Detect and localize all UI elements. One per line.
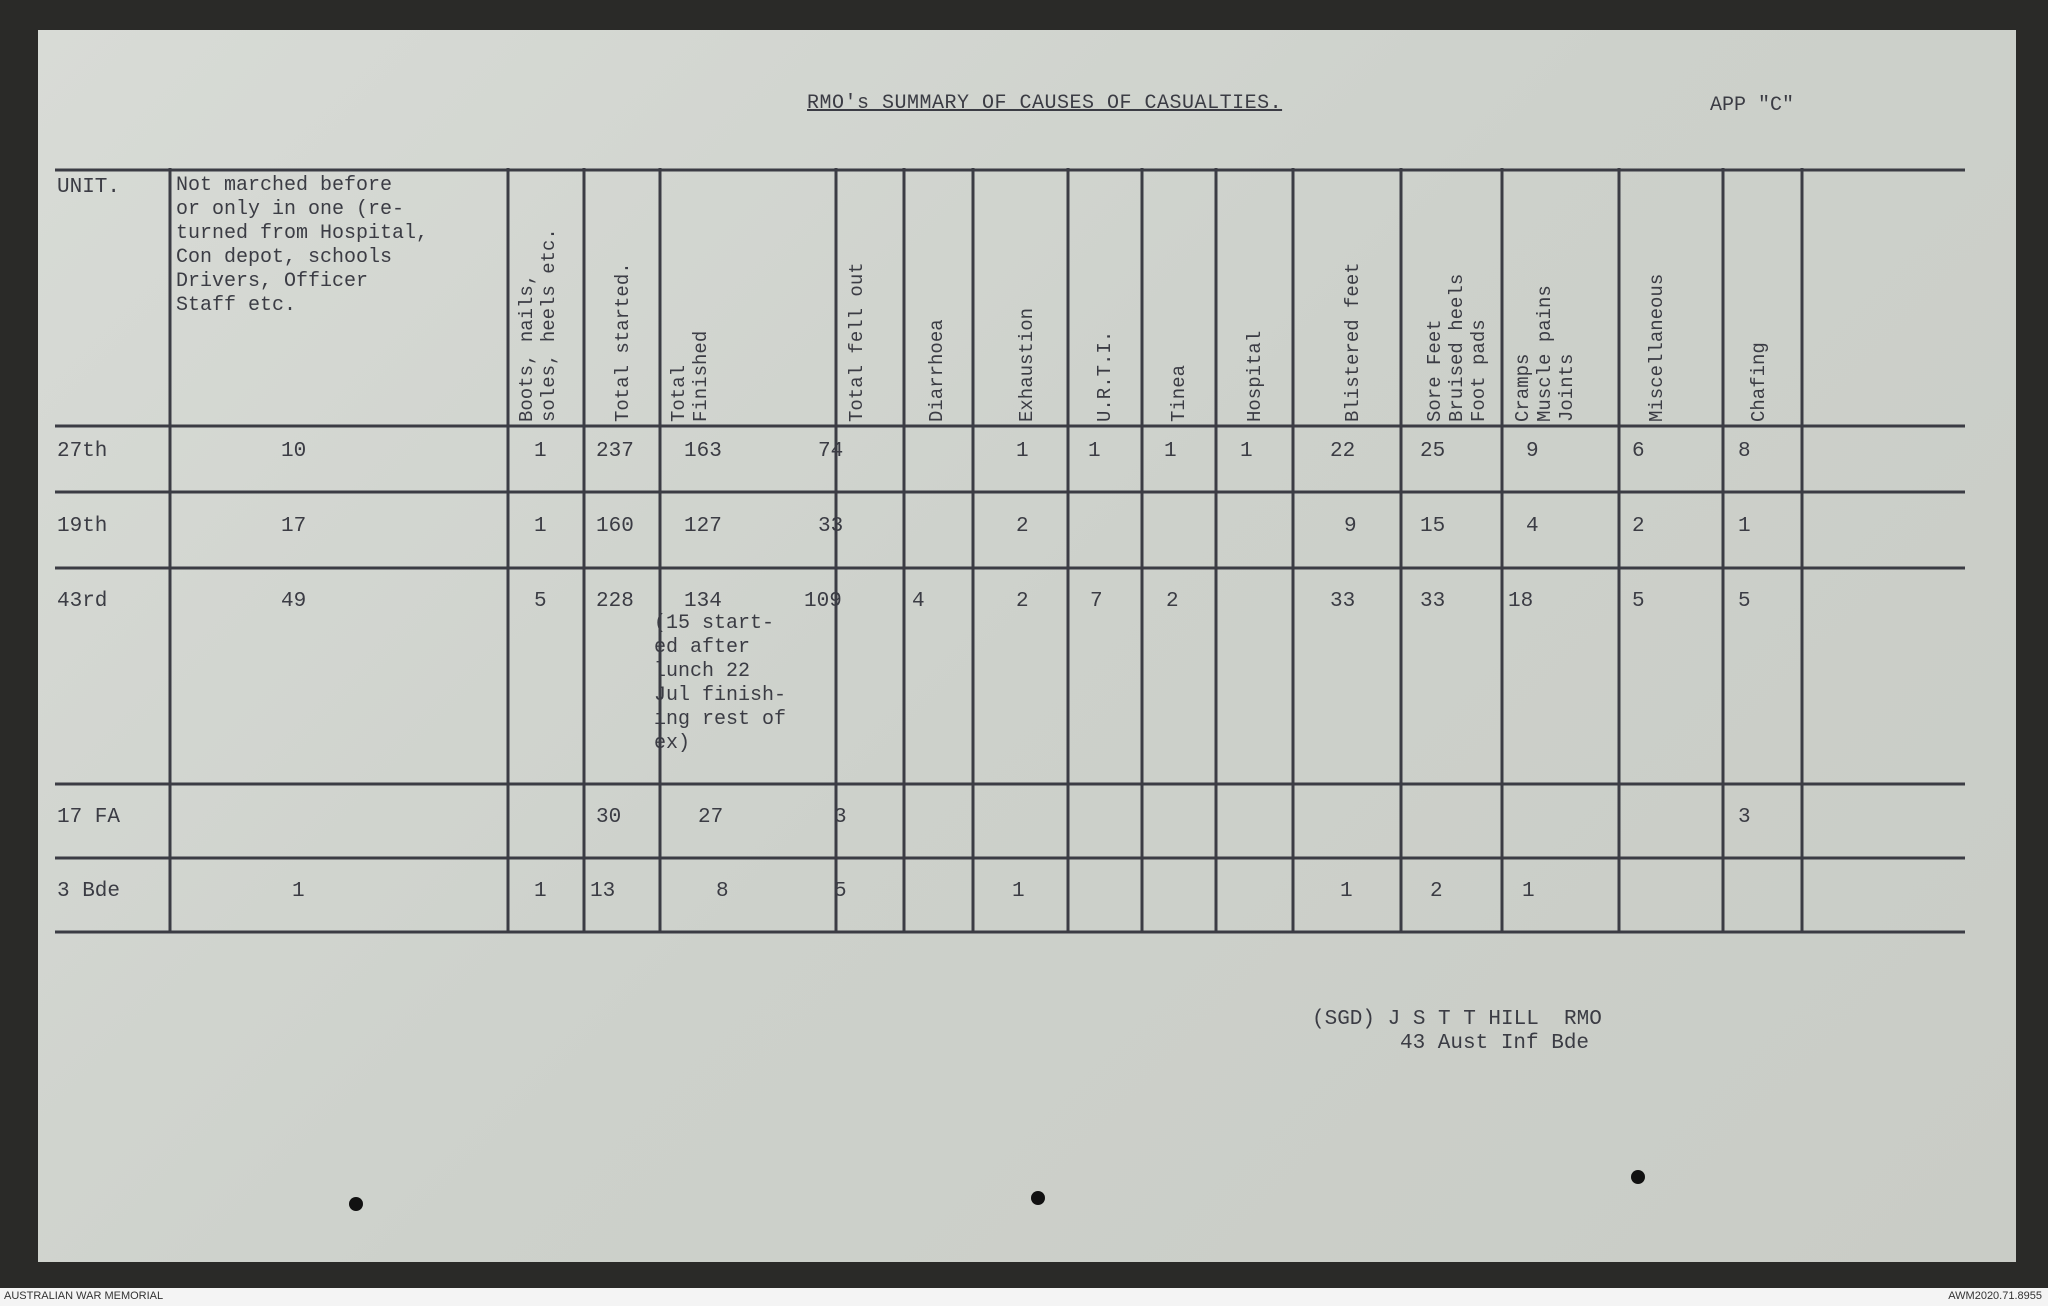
cell-exhaustion: 1 <box>1012 880 1025 903</box>
punch-hole <box>1031 1191 1045 1205</box>
cell-misc: 6 <box>1632 440 1645 463</box>
cell-exhaustion: 2 <box>1016 590 1029 613</box>
cell-sore-feet: 25 <box>1420 440 1446 463</box>
cell-started: 30 <box>596 806 622 829</box>
cell-cramps: 9 <box>1526 440 1539 463</box>
cell-blistered: 1 <box>1340 880 1353 903</box>
cell-chafing: 1 <box>1738 515 1751 538</box>
cell-cramps: 18 <box>1508 590 1534 613</box>
cell-exhaustion: 1 <box>1016 440 1029 463</box>
cell-fell-out: 74 <box>818 440 844 463</box>
cell-blistered: 22 <box>1330 440 1356 463</box>
cell-boots: 1 <box>534 515 547 538</box>
cell-chafing: 3 <box>1738 806 1751 829</box>
cell-unit: 43rd <box>57 590 108 613</box>
header-exhaustion: Exhaustion <box>1016 307 1038 422</box>
cell-not-marched: 10 <box>281 440 307 463</box>
cell-tinea: 1 <box>1164 440 1177 463</box>
cell-urti: 1 <box>1088 440 1101 463</box>
cell-finished-note: (15 start- ed after lunch 22 Jul finish- ing rest of ex) <box>654 612 787 755</box>
cell-blistered: 33 <box>1330 590 1356 613</box>
appendix-label: APP "C" <box>1710 94 1795 117</box>
cell-finished: 127 <box>684 515 722 538</box>
cell-sore-feet: 33 <box>1420 590 1446 613</box>
cell-fell-out: 3 <box>834 806 847 829</box>
cell-chafing: 5 <box>1738 590 1751 613</box>
cell-unit: 27th <box>57 440 108 463</box>
cell-finished: 163 <box>684 440 722 463</box>
cell-fell-out: 109 <box>804 590 842 613</box>
header-sore-feet: Sore Feet Bruised heels Foot pads <box>1424 273 1490 422</box>
caption-bar <box>0 1288 2048 1306</box>
cell-started: 160 <box>596 515 634 538</box>
cell-boots: 1 <box>534 880 547 903</box>
header-urti: U.R.T.I. <box>1094 330 1116 422</box>
cell-diarrhoea: 4 <box>912 590 925 613</box>
cell-cramps: 4 <box>1526 515 1539 538</box>
cell-finished: 134 <box>684 590 722 613</box>
cell-misc: 2 <box>1632 515 1645 538</box>
cell-boots: 1 <box>534 440 547 463</box>
header-hospital: Hospital <box>1244 330 1266 422</box>
header-cramps: Cramps Muscle pains Joints <box>1512 285 1578 422</box>
cell-exhaustion: 2 <box>1016 515 1029 538</box>
cell-finished: 8 <box>716 880 729 903</box>
caption-reference: AWM2020.71.8955 <box>1948 1290 2042 1302</box>
cell-sore-feet: 2 <box>1430 880 1443 903</box>
header-total-fell-out: Total fell out <box>846 262 868 422</box>
header-total-finished: Total Finished <box>668 330 712 422</box>
cell-boots: 5 <box>534 590 547 613</box>
header-not-marched: Not marched before or only in one (re- turned from Hospital, Con depot, schools Drivers, Officer Staff etc. <box>176 174 429 317</box>
cell-cramps: 1 <box>1522 880 1535 903</box>
cell-not-marched: 1 <box>292 880 305 903</box>
cell-chafing: 8 <box>1738 440 1751 463</box>
cell-unit: 19th <box>57 515 108 538</box>
header-diarrhoea: Diarrhoea <box>926 319 948 422</box>
cell-sore-feet: 15 <box>1420 515 1446 538</box>
cell-not-marched: 49 <box>281 590 307 613</box>
cell-fell-out: 33 <box>818 515 844 538</box>
header-chafing: Chafing <box>1748 342 1770 422</box>
cell-urti: 7 <box>1090 590 1103 613</box>
signature-line-2: 43 Aust Inf Bde <box>1400 1032 1590 1055</box>
cell-not-marched: 17 <box>281 515 307 538</box>
cell-tinea: 2 <box>1166 590 1179 613</box>
punch-hole <box>349 1197 363 1211</box>
header-unit: UNIT. <box>57 176 121 199</box>
cell-hospital: 1 <box>1240 440 1253 463</box>
header-boots: Boots, nails, soles, heels etc. <box>516 228 560 422</box>
punch-hole <box>1631 1170 1645 1184</box>
cell-started: 237 <box>596 440 634 463</box>
cell-unit: 17 FA <box>57 806 121 829</box>
cell-started: 228 <box>596 590 634 613</box>
cell-finished: 27 <box>698 806 724 829</box>
header-blistered-feet: Blistered feet <box>1342 262 1364 422</box>
cell-blistered: 9 <box>1344 515 1357 538</box>
header-miscellaneous: Miscellaneous <box>1646 273 1668 422</box>
cell-fell-out: 5 <box>834 880 847 903</box>
signature-line-1: (SGD) J S T T HILL RMO <box>1312 1008 1602 1031</box>
cell-unit: 3 Bde <box>57 880 121 903</box>
cell-misc: 5 <box>1632 590 1645 613</box>
header-tinea: Tinea <box>1168 364 1190 422</box>
header-total-started: Total started. <box>612 262 634 422</box>
document-title: RMO's SUMMARY OF CAUSES OF CASUALTIES. <box>807 92 1283 115</box>
cell-started: 13 <box>590 880 616 903</box>
caption-source: AUSTRALIAN WAR MEMORIAL <box>4 1290 164 1302</box>
